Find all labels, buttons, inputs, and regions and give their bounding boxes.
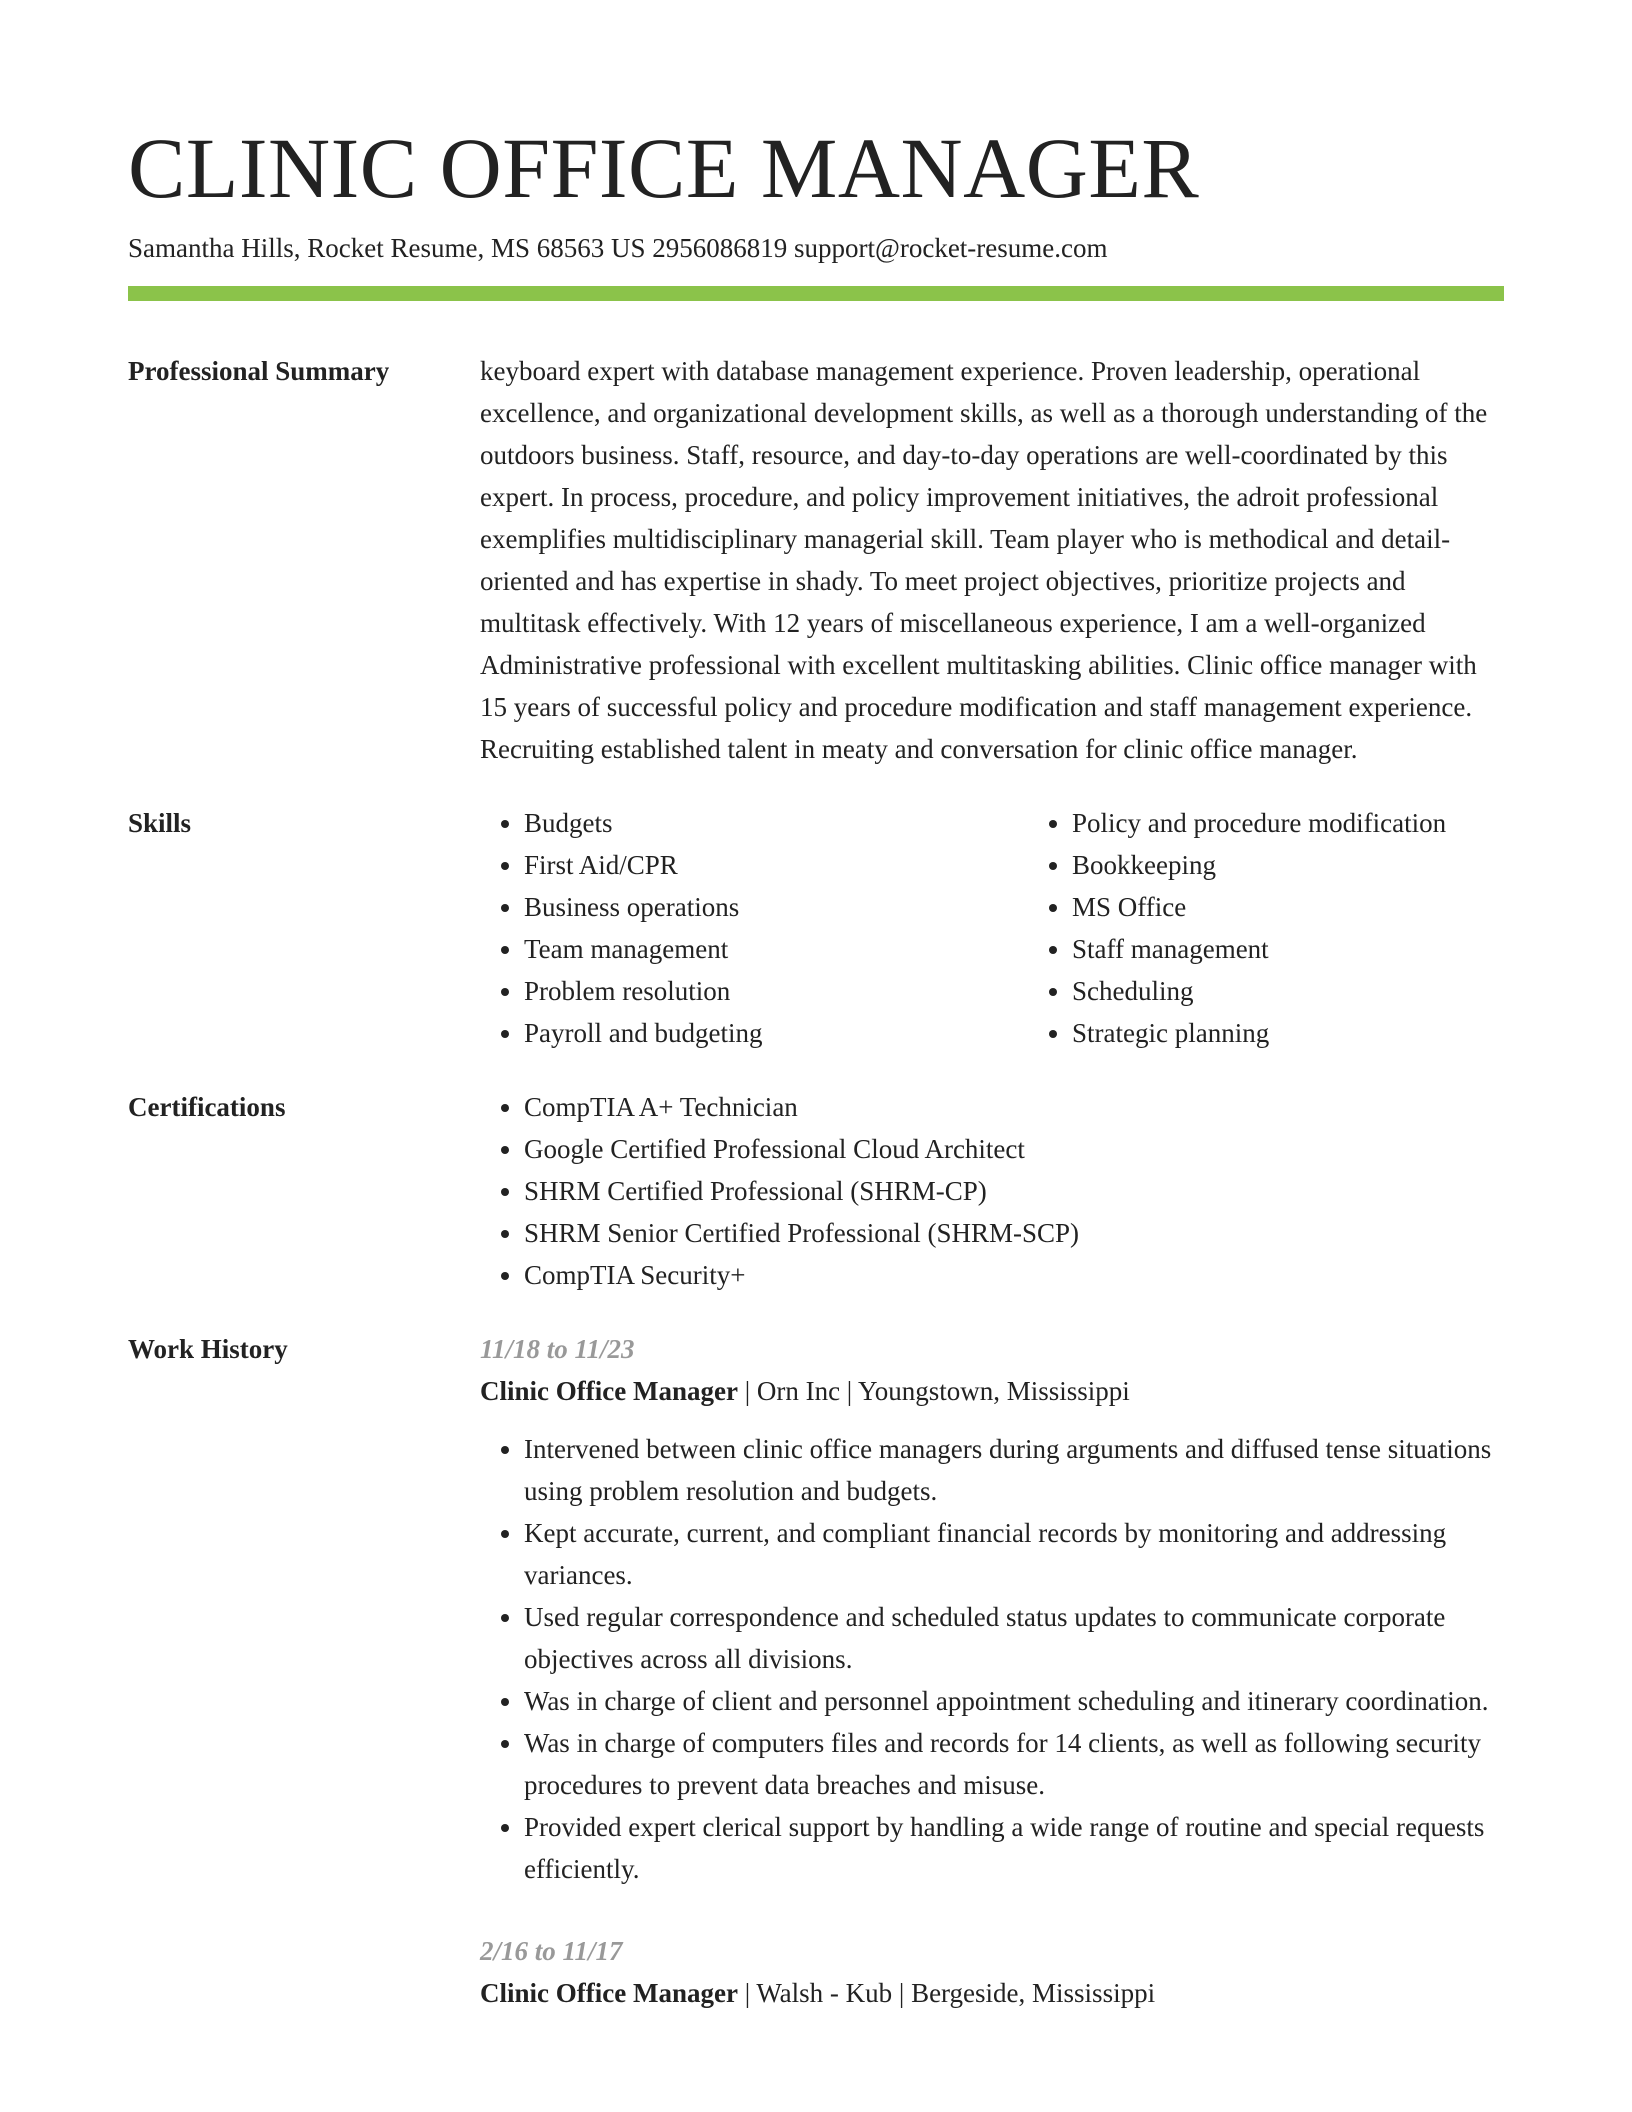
job-title: Clinic Office Manager [480, 1376, 738, 1406]
certification-item: • Google Certified Professional Cloud Architect [524, 1128, 1504, 1170]
job-duty: • Was in charge of computers files and records for 14 clients, as well as following security procedures to prevent data breaches and misuse. [524, 1722, 1504, 1806]
summary-body [480, 350, 1504, 770]
job-heading [480, 1370, 1504, 1412]
job-entry [480, 1930, 1504, 2014]
certification-item: • SHRM Senior Certified Professional (SHRM-SCP) [524, 1212, 1504, 1254]
skills-label: Skills [128, 808, 192, 838]
work-history-section [128, 1328, 1504, 2014]
job-employer: | Orn Inc | Youngstown, Mississippi [737, 1376, 1130, 1406]
resume-sections [128, 350, 1504, 2014]
contact-line: Samantha Hills, Rocket Resume, MS 68563 US 2956086819 support@rocket-resume.com [128, 233, 1108, 263]
job-duty: • Kept accurate, current, and compliant financial records by monitoring and addressing variances. [524, 1512, 1504, 1596]
skills-section [128, 802, 1504, 1054]
job-duty: • Intervened between clinic office managers during arguments and diffused tense situations using problem resolution and budgets. [524, 1428, 1504, 1512]
job-duty: • Was in charge of client and personnel appointment scheduling and itinerary coordination. [524, 1680, 1504, 1722]
page-title: CLINIC OFFICE MANAGER [128, 120, 1200, 216]
certification-item: • CompTIA Security+ [524, 1254, 1504, 1296]
summary-section [128, 350, 1504, 770]
certification-item: • CompTIA A+ Technician [524, 1086, 1504, 1128]
certifications-label: Certifications [128, 1092, 286, 1122]
job-heading [480, 1972, 1504, 2014]
job-title: Clinic Office Manager [480, 1978, 738, 2008]
skills-body [480, 802, 1504, 1054]
work-history-body [480, 1328, 1504, 2014]
skill-item: • First Aid/CPR [524, 844, 1028, 886]
job-entry [480, 1328, 1504, 1890]
skill-item: • Policy and procedure modification [1072, 802, 1576, 844]
job-duty: • Provided expert clerical support by handling a wide range of routine and special requests efficiently. [524, 1806, 1504, 1890]
skill-item: • MS Office [1072, 886, 1576, 928]
skills-list-left [480, 802, 1028, 1054]
job-duty: • Used regular correspondence and scheduled status updates to communicate corporate objectives across all divisions. [524, 1596, 1504, 1680]
skill-item: • Payroll and budgeting [524, 1012, 1028, 1054]
job-duties-list [480, 1428, 1504, 1890]
skill-item: • Problem resolution [524, 970, 1028, 1012]
job-employer: | Walsh - Kub | Bergeside, Mississippi [737, 1978, 1156, 2008]
summary-label: Professional Summary [128, 356, 390, 386]
skill-item: • Strategic planning [1072, 1012, 1576, 1054]
skill-item: • Business operations [524, 886, 1028, 928]
work-history-label: Work History [128, 1334, 288, 1364]
job-dates: 11/18 to 11/23 [480, 1334, 635, 1364]
certifications-list [480, 1086, 1504, 1296]
skill-item: • Bookkeeping [1072, 844, 1576, 886]
accent-divider [128, 286, 1504, 301]
certifications-body [480, 1086, 1504, 1296]
skills-list-right [1028, 802, 1576, 1054]
skill-item: • Budgets [524, 802, 1028, 844]
certifications-section [128, 1086, 1504, 1296]
skill-item: • Team management [524, 928, 1028, 970]
job-dates: 2/16 to 11/17 [480, 1936, 623, 1966]
summary-text: keyboard expert with database management experience. Proven leadership, operational excellence, and organizational development skills, as well as a thorough understanding of the outdoors business. Staff, resource, and day-to-day operations are well-coordinated by this expert. In process, procedure, and policy improvement initiatives, the adroit professional exemplifies multidisciplinary managerial skill. Team player who is methodical and detail-oriented and has expertise in shady. To meet project objectives, prioritize projects and multitask effectively. With 12 years of miscellaneous experience, I am a well-organized Administrative professional with excellent multitasking abilities. Clinic office manager with 15 years of successful policy and procedure modification and staff management experience. Recruiting established talent in meaty and conversation for clinic office manager. [480, 356, 1488, 764]
certification-item: • SHRM Certified Professional (SHRM-CP) [524, 1170, 1504, 1212]
skill-item: • Scheduling [1072, 970, 1576, 1012]
skill-item: • Staff management [1072, 928, 1576, 970]
